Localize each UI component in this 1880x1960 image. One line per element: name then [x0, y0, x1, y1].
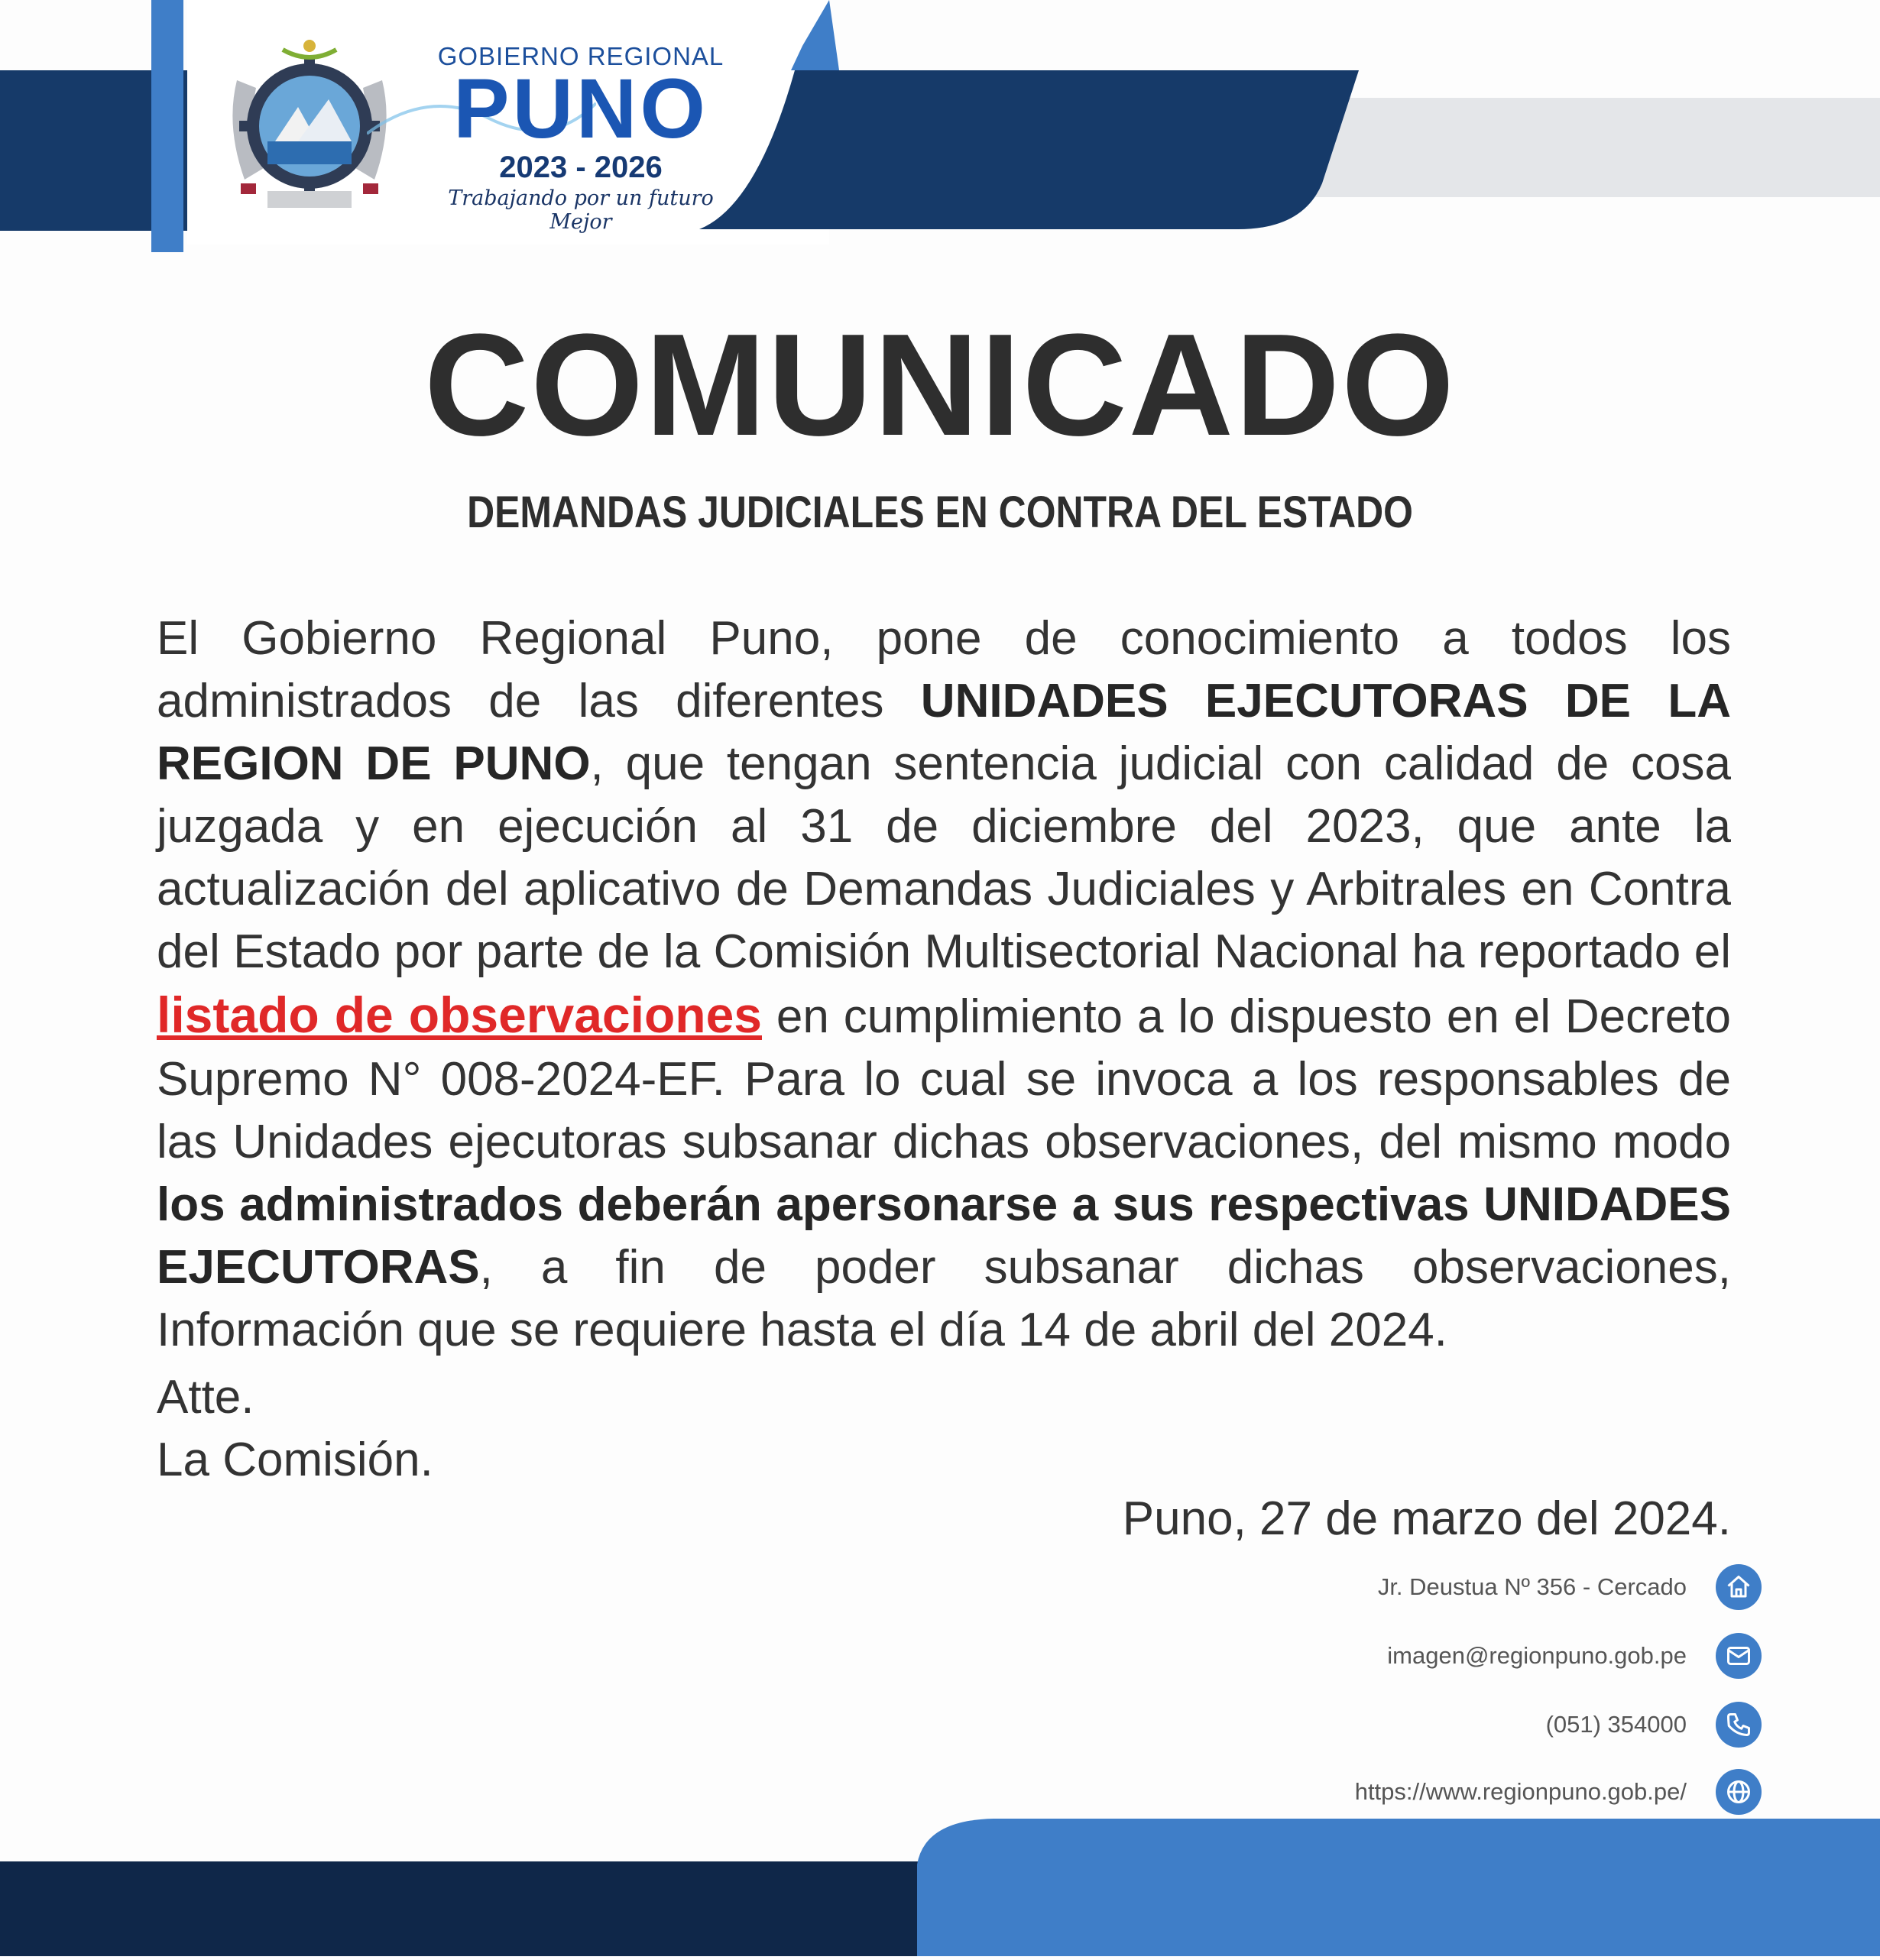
contact-website-text[interactable]: https://www.regionpuno.gob.pe/ [1354, 1778, 1687, 1805]
contact-email-text[interactable]: imagen@regionpuno.gob.pe [1387, 1642, 1687, 1669]
body-text-3: en cumplimiento a lo dispuesto en el Decreto Supremo N° 008-2024-EF. Para lo cual se invoca a los responsables de las Unidades ejecutoras subsanar dichas observaciones, del mismo modo [157, 990, 1731, 1168]
page-title: COMUNICADO [424, 304, 1456, 466]
contact-phone[interactable] [1150, 1699, 1762, 1750]
document-date: Puno, 27 de marzo del 2024. [1122, 1492, 1731, 1545]
body-text-2: , que tengan sentencia judicial con calidad de cosa juzgada y en ejecución al 31 de diciembre del 2023, que ante la actualización del aplicativo de Demandas Judiciales y Arbitrales en Contra del Estado por parte de la Comisión Multisectorial Nacional ha reportado el [157, 737, 1731, 978]
mail-icon [1716, 1633, 1762, 1679]
org-line: GOBIERNO REGIONAL [437, 42, 724, 70]
contact-email[interactable] [1150, 1631, 1762, 1681]
closing-line-1: Atte. [157, 1371, 254, 1424]
phone-icon [1716, 1702, 1762, 1748]
org-years: 2023 - 2026 [499, 151, 663, 184]
body-bold-1: UNIDADES EJECUTORAS DE LA REGION DE PUNO [157, 675, 1731, 790]
footer-banner [0, 1811, 1880, 1956]
contact-address-text: Jr. Deustua Nº 356 - Cercado [1377, 1573, 1687, 1600]
org-name: PUNO [453, 62, 708, 156]
body-text-4: , a fin de poder subsanar dichas observaciones, Información que se requiere hasta el día 14 de abril del 2024. [157, 1241, 1731, 1356]
contact-address [1150, 1562, 1762, 1612]
body-text-1: El Gobierno Regional Puno, pone de conocimiento a todos los administrados de las diferentes [157, 612, 1731, 727]
globe-icon [1716, 1769, 1762, 1815]
closing-signature [157, 1366, 433, 1492]
page-subtitle: DEMANDAS JUDICIALES EN CONTRA DEL ESTADO [467, 488, 1413, 537]
contact-website[interactable] [1150, 1767, 1762, 1817]
announcement-body [157, 607, 1731, 1362]
logo-text [432, 42, 730, 234]
observations-link[interactable]: listado de observaciones [157, 986, 762, 1043]
closing-line-2: La Comisión. [157, 1434, 433, 1486]
contact-phone-text[interactable]: (051) 354000 [1545, 1711, 1687, 1738]
header-banner [0, 0, 1880, 260]
org-slogan: Trabajando por un futuro Mejor [448, 186, 714, 234]
home-icon [1716, 1564, 1762, 1610]
body-bold-2: los administrados deberán apersonarse a sus respectivas UNIDADES EJECUTORAS [157, 1178, 1731, 1294]
